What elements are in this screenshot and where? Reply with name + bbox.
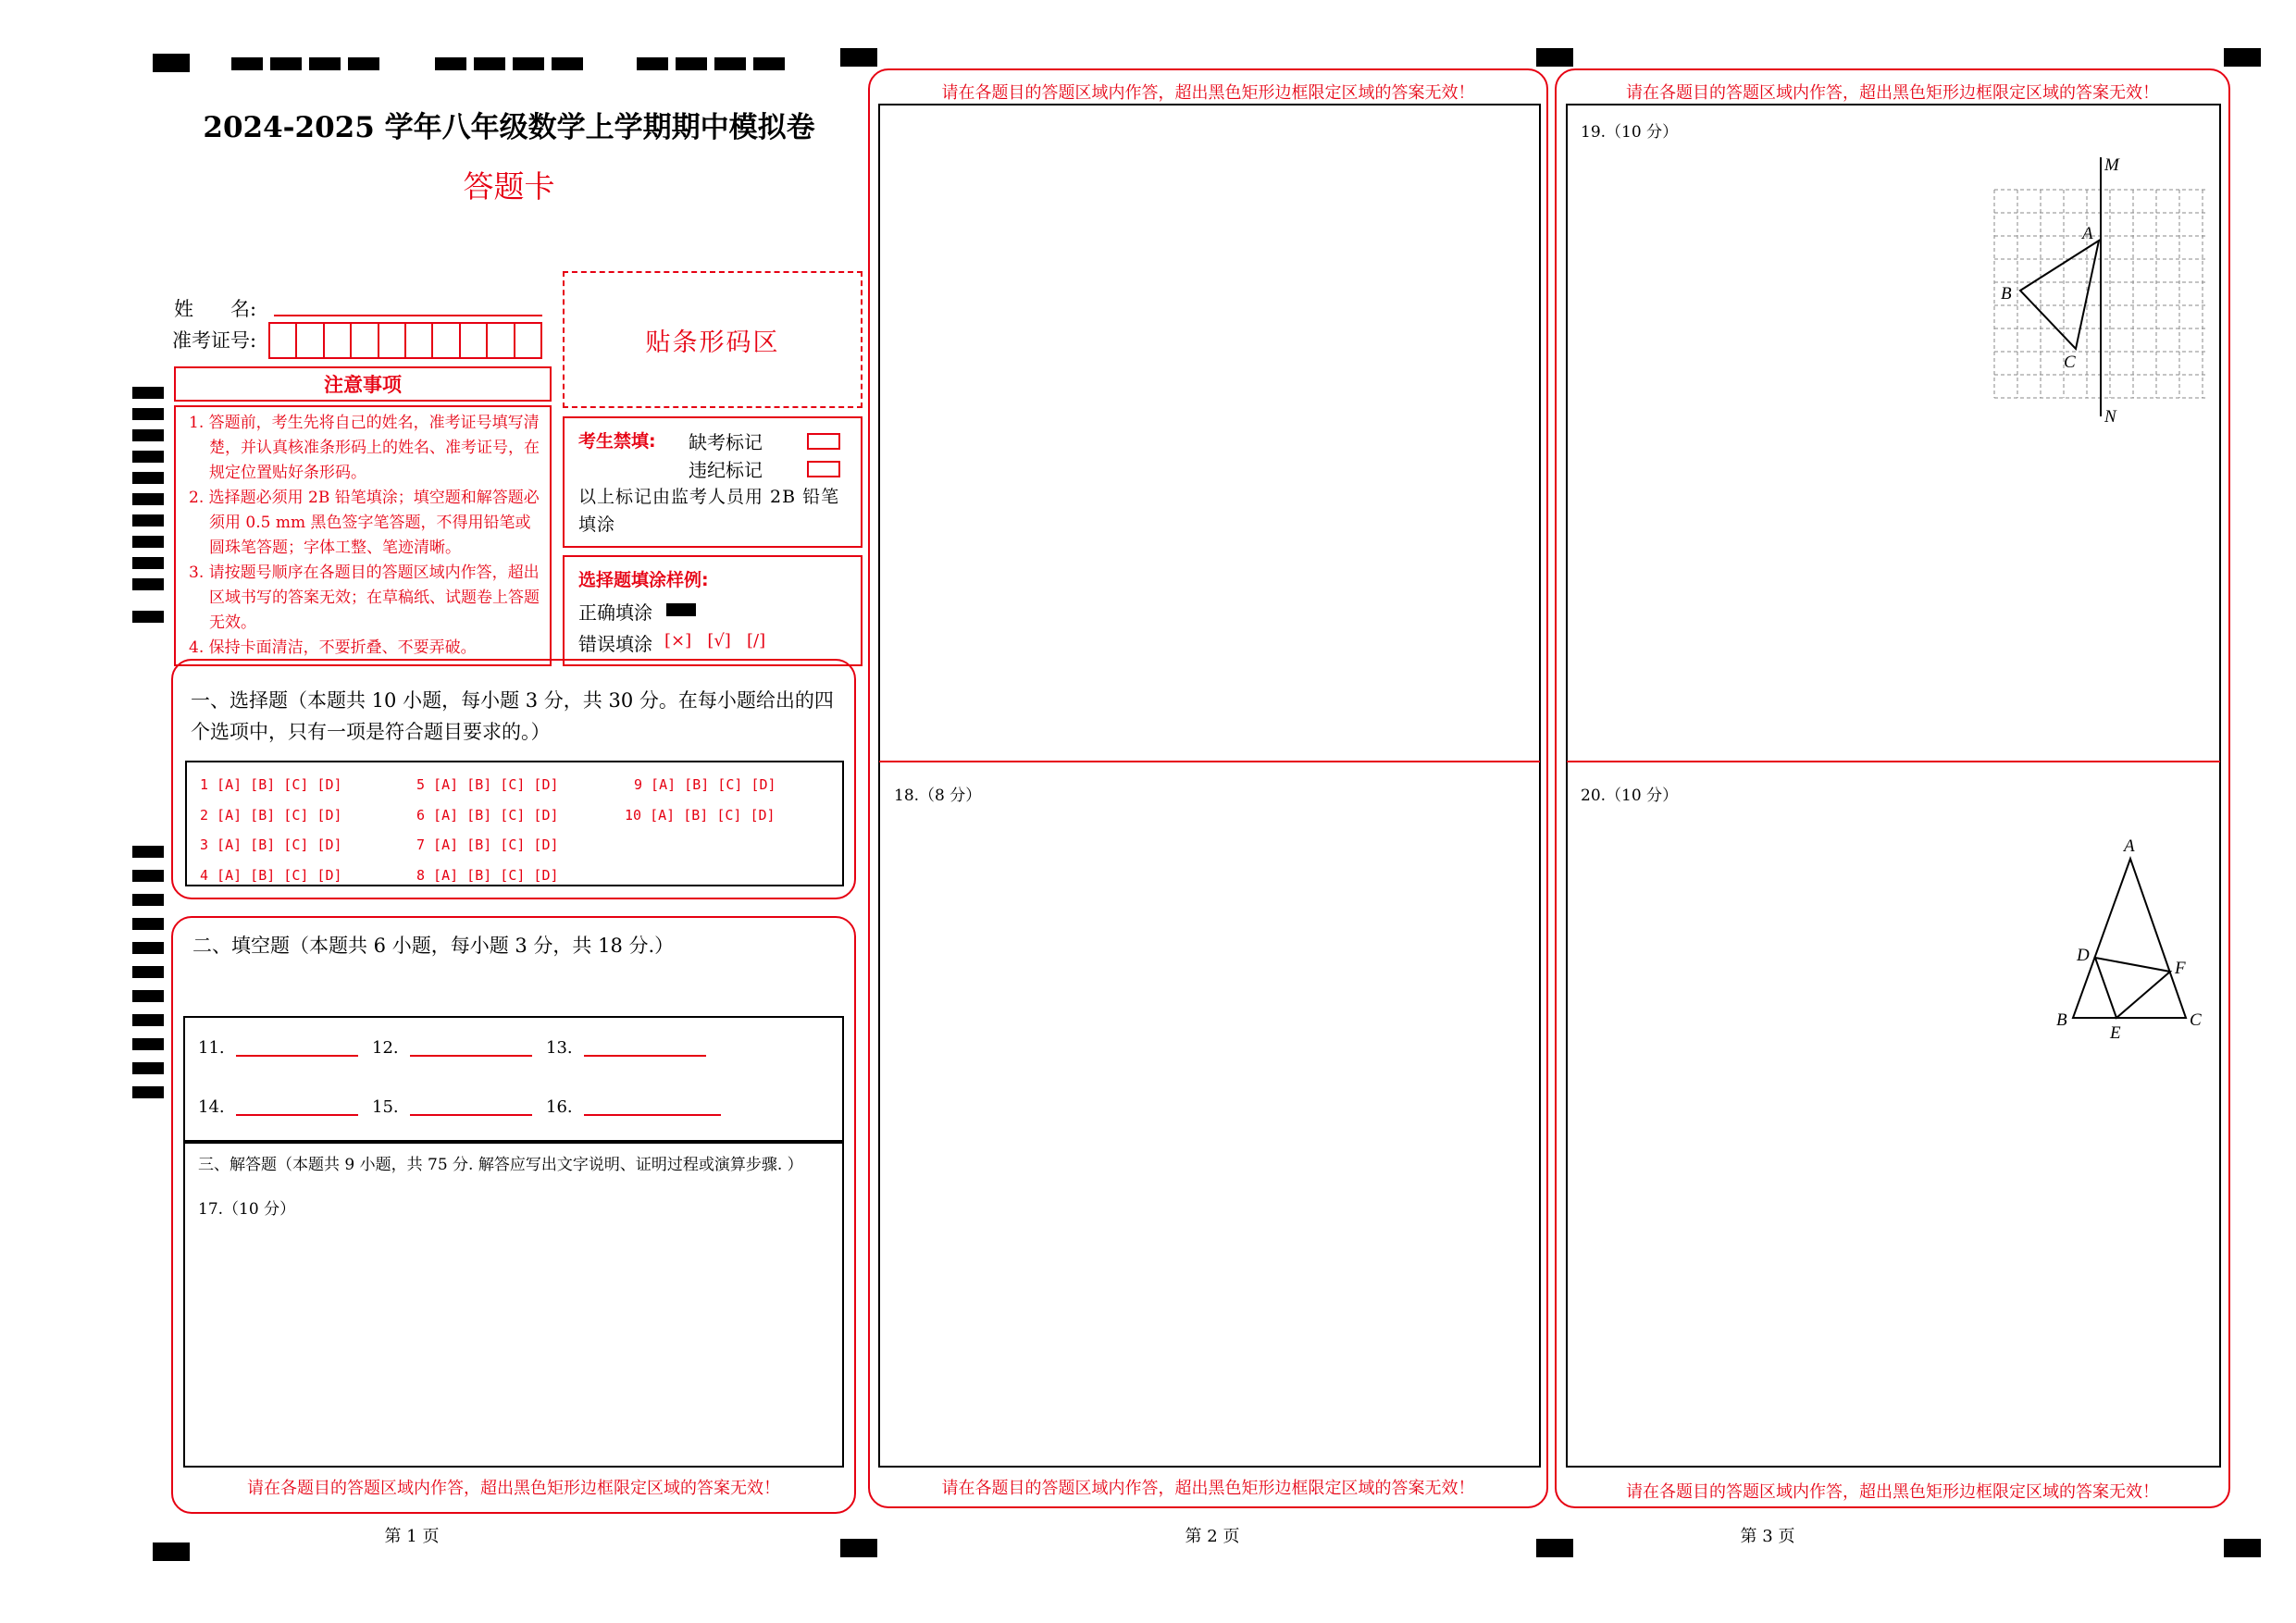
label-c: C [2064, 353, 2076, 372]
answer-warning-p2-bottom: 请在各题目的答题区域内作答，超出黑色矩形边框限定区域的答案无效！ [941, 1479, 1475, 1498]
choice-row-2[interactable]: 2 [A] [B] [C] [D] [200, 807, 342, 824]
name-label: 姓 名: [174, 298, 257, 320]
notice-item-3: 3. 请按题号顺序在各题目的答题区域内作答，超出区域书写的答案无效；在草稿纸、试题卷上答题无效。 [189, 564, 540, 632]
forbidden-box [563, 416, 863, 548]
label-a: A [2124, 836, 2135, 856]
name-field[interactable] [274, 315, 542, 316]
notice-title-box [174, 366, 552, 402]
q19-label: 19.（10 分） [1581, 123, 1679, 142]
notice-title: 注意事项 [324, 374, 402, 396]
forbidden-label: 考生禁填: [578, 431, 656, 452]
wrong-fill-samples [664, 631, 765, 650]
label-d: D [2077, 946, 2090, 965]
absent-mark-label: 缺考标记 [689, 431, 763, 453]
label-e: E [2110, 1023, 2121, 1043]
wrong-mark-check: [√] [707, 631, 731, 650]
q20-triangle-figure [2045, 833, 2212, 1046]
blank-14[interactable]: 14. [198, 1097, 358, 1117]
blank-13[interactable]: 13. [546, 1038, 706, 1058]
section2-heading: 二、填空题（本题共 6 小题，每小题 3 分，共 18 分.） [192, 935, 675, 957]
choice-row-1[interactable]: 1 [A] [B] [C] [D] [200, 776, 342, 793]
answer-warning-p2-top: 请在各题目的答题区域内作答，超出黑色矩形边框限定区域的答案无效！ [941, 83, 1475, 103]
page-number-1: 第 1 页 [384, 1527, 440, 1546]
choice-row-8[interactable]: 8 [A] [B] [C] [D] [416, 867, 559, 884]
q18-answer-area[interactable] [880, 762, 1539, 1466]
triangle-abc-outer [2073, 859, 2186, 1018]
choice-row-6[interactable]: 6 [A] [B] [C] [D] [416, 807, 559, 824]
page-title: 2024-2025 学年八年级数学上学期期中模拟卷 [203, 111, 815, 144]
label-a: A [2082, 224, 2093, 243]
answer-card-title: 答题卡 [463, 168, 555, 204]
blank-16[interactable]: 16. [546, 1097, 721, 1117]
fill-example-box [563, 555, 863, 666]
choice-row-10[interactable]: 10 [A] [B] [C] [D] [625, 807, 776, 824]
section1-heading: 一、选择题（本题共 10 小题，每小题 3 分，共 30 分。在每小题给出的四个选项中，只有一项是符合题目要求的。） [191, 689, 834, 743]
fill-blank-box [183, 1016, 844, 1142]
answer-warning-p3-top: 请在各题目的答题区域内作答，超出黑色矩形边框限定区域的答案无效！ [1626, 83, 2159, 103]
blank-11[interactable]: 11. [198, 1038, 358, 1058]
correct-fill-sample [666, 603, 696, 616]
answer-warning-p1: 请在各题目的答题区域内作答，超出黑色矩形边框限定区域的答案无效！ [247, 1479, 780, 1498]
label-c: C [2190, 1010, 2202, 1030]
q16-continued-area[interactable] [880, 105, 1539, 761]
q19-grid-figure [1990, 148, 2212, 435]
notice-item-4: 4. 保持卡面清洁，不要折叠、不要弄破。 [189, 638, 477, 657]
barcode-label: 贴条形码区 [645, 328, 780, 357]
barcode-area [563, 271, 863, 408]
forbidden-note: 以上标记由监考人员用 2B 铅笔填涂 [578, 487, 840, 535]
section3-heading: 三、解答题（本题共 9 小题，共 75 分. 解答应写出文字说明、证明过程或演算步骤. ） [198, 1156, 803, 1174]
choice-row-3[interactable]: 3 [A] [B] [C] [D] [200, 836, 342, 853]
triangle-def [2095, 958, 2170, 1018]
choice-row-4[interactable]: 4 [A] [B] [C] [D] [200, 867, 342, 884]
q17-answer-area[interactable] [183, 1142, 844, 1468]
wrong-mark-slash: [/] [747, 631, 766, 650]
fill-example-title: 选择题填涂样例: [578, 570, 709, 590]
answer-warning-p3-bottom: 请在各题目的答题区域内作答，超出黑色矩形边框限定区域的答案无效！ [1626, 1482, 2159, 1502]
page-number-2: 第 2 页 [1185, 1527, 1240, 1546]
choice-row-7[interactable]: 7 [A] [B] [C] [D] [416, 836, 559, 853]
choice-row-5[interactable]: 5 [A] [B] [C] [D] [416, 776, 559, 793]
exam-id-boxes[interactable] [268, 322, 542, 359]
q17-label: 17.（10 分） [198, 1200, 296, 1219]
absent-mark-box[interactable] [807, 433, 840, 450]
label-b: B [2001, 284, 2012, 304]
label-f: F [2175, 959, 2186, 978]
label-n: N [2104, 407, 2116, 427]
q20-label: 20.（10 分） [1581, 787, 1679, 805]
wrong-fill-label: 错误填涂 [578, 633, 652, 655]
notice-box [174, 405, 552, 666]
exam-id-label: 准考证号: [172, 329, 257, 352]
violation-mark-label: 违纪标记 [689, 459, 763, 481]
wrong-mark-cross: [×] [664, 631, 692, 650]
blank-15[interactable]: 15. [372, 1097, 532, 1117]
blank-12[interactable]: 12. [372, 1038, 532, 1058]
notice-item-1: 1. 答题前，考生先将自己的姓名，准考证号填写清楚，并认真核准条形码上的姓名、准考证号，在规定位置贴好条形码。 [189, 414, 540, 482]
violation-mark-box[interactable] [807, 461, 840, 477]
correct-fill-label: 正确填涂 [578, 601, 652, 624]
q18-label: 18.（8 分） [894, 787, 982, 805]
page-number-3: 第 3 页 [1740, 1527, 1795, 1546]
notice-item-2: 2. 选择题必须用 2B 铅笔填涂；填空题和解答题必须用 0.5 mm 黑色签字笔答题，不得用铅笔或圆珠笔答题；字体工整、笔迹清晰。 [189, 489, 540, 557]
choice-row-9[interactable]: 9 [A] [B] [C] [D] [634, 776, 776, 793]
label-b: B [2056, 1010, 2067, 1030]
label-m: M [2104, 155, 2119, 175]
